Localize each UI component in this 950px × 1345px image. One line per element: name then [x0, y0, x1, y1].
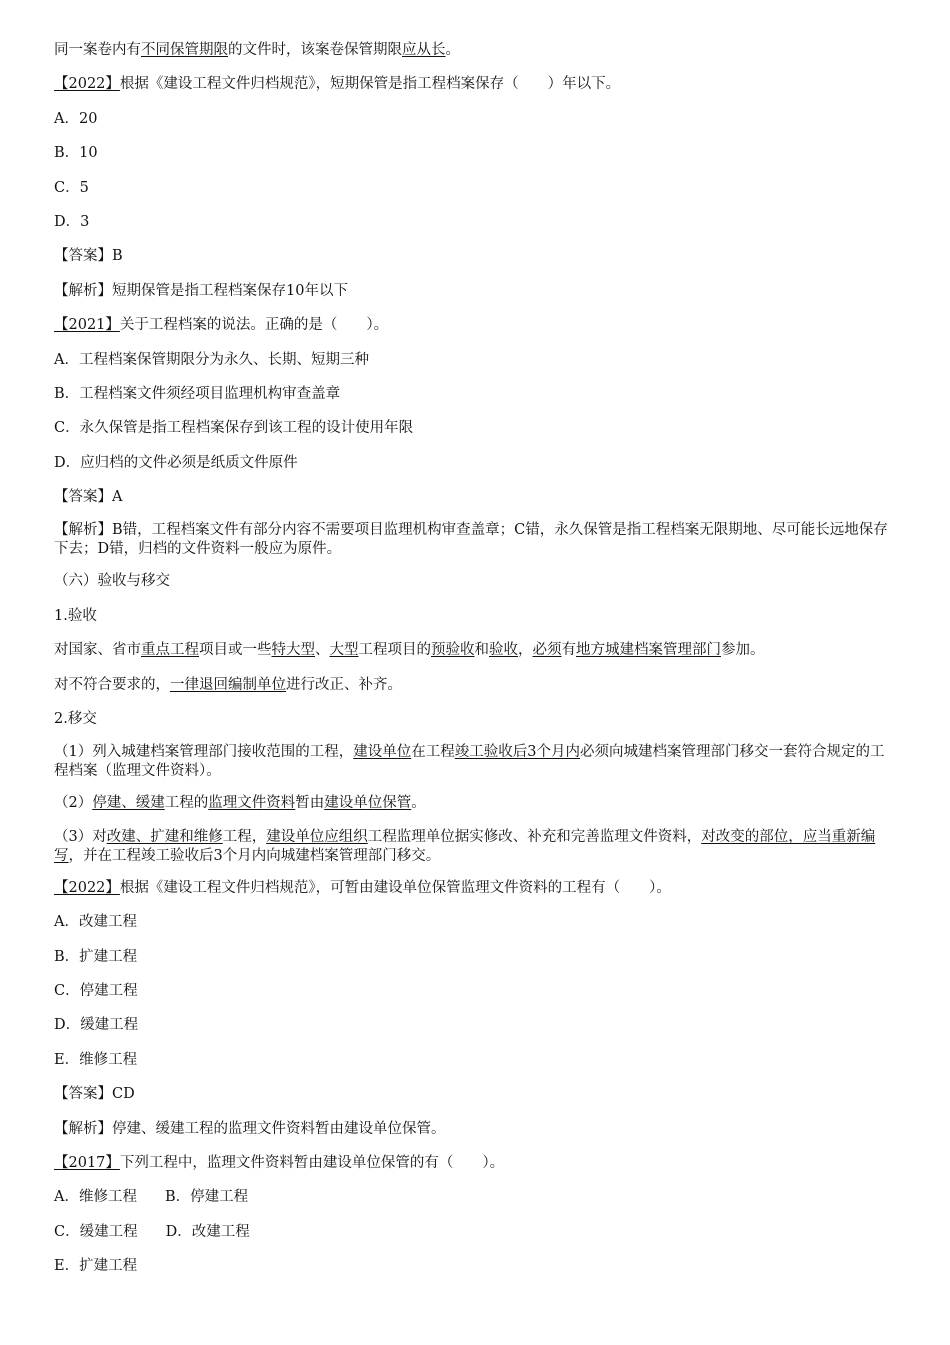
text-span: 【答案】B [54, 248, 123, 265]
answer-option-row [54, 1187, 896, 1207]
body-paragraph [54, 743, 896, 781]
underlined-text: 改建、扩建和维修 [106, 828, 223, 845]
body-paragraph [54, 793, 896, 813]
underlined-text: 建设单位保管 [324, 795, 412, 812]
text-span: D．应归档的文件必须是纸质文件原件 [54, 454, 298, 471]
text-span: 有 [561, 642, 576, 659]
underlined-text: 停建、缓建 [92, 795, 165, 812]
text-span: 。 [411, 795, 426, 812]
answer-option [54, 947, 896, 967]
text-span: 工程的 [164, 795, 209, 812]
text-span: 工程监理单位据实修改、补充和完善监理文件资料， [367, 828, 702, 845]
question-stem [54, 1153, 896, 1173]
text-span: 2.移交 [54, 711, 97, 728]
answer-option [54, 453, 896, 473]
text-span: 同一案卷内有 [54, 42, 141, 58]
underlined-text: 监理文件资料 [208, 795, 296, 812]
text-span: C．停建工程 [54, 982, 138, 999]
underlined-text: 一律退回编制单位 [170, 676, 286, 693]
text-span: 。 [445, 42, 460, 58]
answer-option [54, 912, 896, 932]
answer-option [54, 1256, 896, 1276]
text-span: B．10 [54, 145, 98, 162]
text-span: A．工程档案保管期限分为永久、长期、短期三种 [54, 351, 369, 368]
text-span: E．维修工程 [54, 1051, 138, 1068]
answer-key [54, 246, 896, 266]
answer-option [54, 109, 896, 129]
text-span: B．停建工程 [164, 1189, 249, 1206]
underlined-text: 验收 [489, 642, 518, 659]
answer-option [54, 1050, 896, 1070]
underlined-text: 【2017】 [54, 1154, 120, 1171]
underlined-text: 【2022】 [54, 879, 120, 896]
underlined-text: 竣工验收后3个月内 [454, 744, 580, 761]
text-span: （1）列入城建档案管理部门接收范围的工程， [54, 744, 354, 761]
text-span: E．扩建工程 [54, 1258, 138, 1275]
text-span: ， [518, 642, 533, 659]
answer-key [54, 487, 896, 507]
answer-option [54, 143, 896, 163]
section-heading [54, 606, 896, 626]
answer-option [54, 350, 896, 370]
section-heading [54, 709, 896, 729]
question-stem [54, 74, 896, 94]
text-span: 下列工程中，监理文件资料暂由建设单位保管的有（ ）。 [119, 1154, 505, 1171]
answer-option [54, 384, 896, 404]
question-stem [54, 315, 896, 335]
underlined-text: 对改变的部位，应当重新编写 [54, 828, 876, 864]
text-span: C．缓建工程 [54, 1223, 138, 1240]
text-span: 暂由 [295, 795, 325, 812]
answer-option [54, 1015, 896, 1035]
question-stem [54, 878, 896, 898]
text-span: 和 [474, 642, 489, 659]
answer-option [54, 981, 896, 1001]
underlined-text: 重点工程 [141, 642, 199, 659]
body-paragraph [54, 40, 896, 60]
underlined-text: 特大型 [271, 642, 315, 659]
answer-analysis [54, 521, 896, 559]
underlined-text: 必须 [532, 642, 562, 659]
underlined-text: 【2022】 [54, 76, 120, 93]
text-span: （3）对 [54, 828, 107, 845]
underlined-text: 预验收 [431, 642, 475, 659]
answer-option [54, 212, 896, 232]
answer-option-row [54, 1222, 896, 1242]
text-span: B．扩建工程 [54, 948, 138, 965]
text-span: 在工程 [411, 744, 455, 761]
text-span: A．维修工程 [54, 1189, 137, 1206]
underlined-text: 不同保管期限 [141, 42, 228, 58]
underlined-text: 应从长 [402, 42, 446, 58]
body-paragraph [54, 675, 896, 695]
text-span: ，并在工程竣工验收后3个月内向城建档案管理部门移交。 [68, 847, 441, 864]
answer-option [54, 418, 896, 438]
document-page [54, 40, 896, 1291]
text-span: 参加。 [721, 642, 765, 659]
text-span: 【答案】A [54, 489, 123, 506]
answer-option [54, 178, 896, 198]
answer-analysis [54, 1119, 896, 1139]
underlined-text: 【2021】 [54, 317, 120, 334]
body-paragraph [54, 828, 896, 866]
text-span: 必须向城建档案管理部门移交一套符合规定的工程档案（监理文件资料）。 [54, 744, 885, 780]
text-span: 【解析】B错，工程档案文件有部分内容不需要项目监理机构审查盖章；C错，永久保管是指工程档案无限期地、尽可能长远地保存下去；D错，归档的文件资料一般应为原件。 [54, 522, 888, 558]
text-span: （六）验收与移交 [54, 573, 170, 590]
text-span: 进行改正、补齐。 [286, 676, 402, 693]
text-span: （2） [54, 795, 93, 812]
underlined-text: 地方城建档案管理部门 [576, 642, 721, 659]
text-span: 根据《建设工程文件归档规范》，可暂由建设单位保管监理文件资料的工程有（ ）。 [119, 879, 671, 896]
text-span: 工程项目的 [358, 642, 431, 659]
body-paragraph [54, 640, 896, 660]
text-span: B．工程档案文件须经项目监理机构审查盖章 [54, 385, 341, 402]
text-span: D．改建工程 [165, 1223, 250, 1240]
underlined-text: 建设单位 [353, 744, 412, 761]
answer-analysis [54, 281, 896, 301]
text-span: 【解析】停建、缓建工程的监理文件资料暂由建设单位保管。 [54, 1120, 446, 1137]
text-span: A．改建工程 [54, 914, 137, 931]
text-span: D．缓建工程 [54, 1017, 139, 1034]
text-span: 【解析】短期保管是指工程档案保存10年以下 [54, 282, 348, 299]
text-span: 1.验收 [54, 607, 97, 624]
text-span: 【答案】CD [54, 1086, 135, 1103]
text-span: 关于工程档案的说法。正确的是（ ）。 [119, 317, 389, 334]
text-span: 对国家、省市 [54, 642, 141, 659]
underlined-text: 建设单位应组织 [266, 828, 368, 845]
text-span: 工程， [222, 828, 267, 845]
text-span: 、 [315, 642, 330, 659]
text-span: A．20 [54, 110, 98, 127]
answer-key [54, 1084, 896, 1104]
text-span: 对不符合要求的， [54, 676, 170, 693]
text-span: 项目或一些 [199, 642, 272, 659]
text-span: C．永久保管是指工程档案保存到该工程的设计使用年限 [54, 420, 414, 437]
underlined-text: 大型 [329, 642, 359, 659]
text-span: C．5 [54, 179, 89, 196]
text-span: D．3 [54, 213, 90, 230]
section-heading [54, 571, 896, 591]
text-span: 的文件时，该案卷保管期限 [228, 42, 402, 58]
text-span: 根据《建设工程文件归档规范》，短期保管是指工程档案保存（ ）年以下。 [119, 76, 621, 93]
